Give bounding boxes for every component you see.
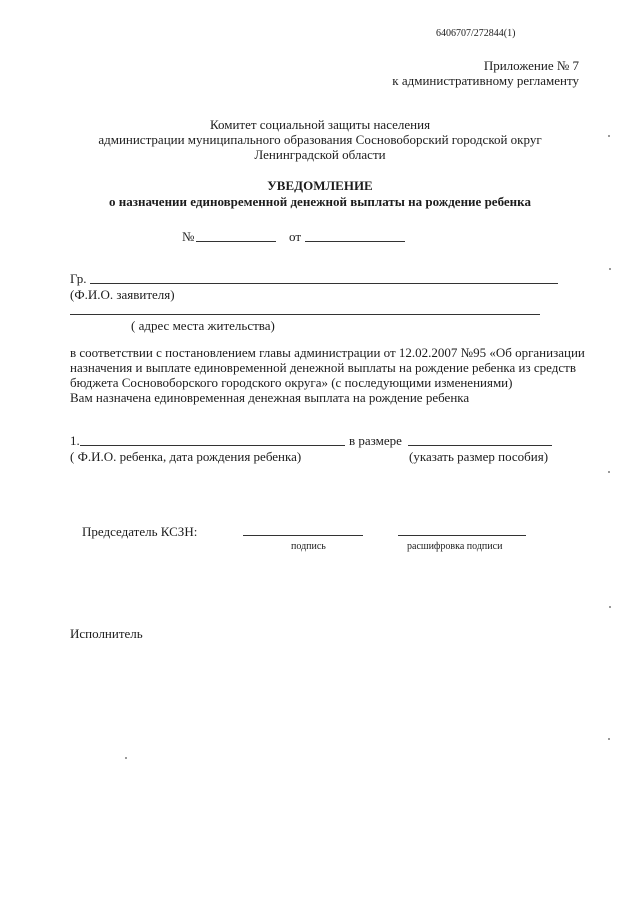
child-caption: ( Ф.И.О. ребенка, дата рождения ребенка): [70, 449, 302, 464]
executor-label: Исполнитель: [70, 626, 143, 641]
signature-decode-line: [398, 535, 526, 536]
scan-speck: [608, 471, 610, 473]
amount-label: в размере: [349, 433, 402, 448]
signature-decode-caption: расшифровка подписи: [407, 541, 503, 552]
document-code: 6406707/272844(1): [436, 28, 516, 39]
committee-administration: администрации муниципального образования Сосновоборский городской округ: [98, 132, 542, 147]
number-field-line: [196, 241, 276, 242]
signature-line: [243, 535, 363, 536]
scan-speck: [608, 738, 610, 740]
committee-name: Комитет социальной защиты населения: [209, 117, 431, 132]
signature-caption: подпись: [291, 541, 326, 552]
scan-speck: [125, 757, 127, 759]
date-label: от: [289, 229, 302, 244]
committee-region: Ленинградской области: [254, 147, 386, 162]
body-line-4: Вам назначена единовременная денежная выплата на рождение ребенка: [70, 390, 470, 405]
applicant-caption: (Ф.И.О. заявителя): [70, 287, 175, 302]
body-line-3: бюджета Сосновоборского городского округа» (с последующими изменениями): [70, 375, 513, 390]
amount-caption: (указать размер пособия): [409, 449, 549, 464]
address-line: [70, 314, 540, 315]
child-name-line: [80, 445, 345, 446]
body-line-2: назначения и выплате единовременной денежной выплаты на рождение ребенка из средств: [70, 360, 576, 375]
document-subtitle: о назначении единовременной денежной выплаты на рождение ребенка: [109, 194, 531, 209]
body-line-1: в соответствии с постановлением главы администрации от 12.02.2007 №95 «Об организации: [70, 345, 585, 360]
appendix-regulation: к административному регламенту: [392, 73, 579, 88]
chairman-label: Председатель КСЗН:: [82, 524, 198, 539]
appendix-number: Приложение № 7: [483, 58, 579, 73]
scan-speck: [609, 268, 611, 270]
applicant-prefix: Гр.: [70, 271, 87, 286]
document-title: УВЕДОМЛЕНИЕ: [267, 178, 373, 193]
scan-speck: [609, 606, 611, 608]
amount-line: [408, 445, 552, 446]
child-index: 1.: [70, 433, 80, 448]
scan-speck: [608, 135, 610, 137]
date-field-line: [305, 241, 405, 242]
address-caption: ( адрес места жительства): [131, 318, 275, 333]
applicant-name-line: [90, 283, 558, 284]
number-label: №: [182, 229, 195, 244]
